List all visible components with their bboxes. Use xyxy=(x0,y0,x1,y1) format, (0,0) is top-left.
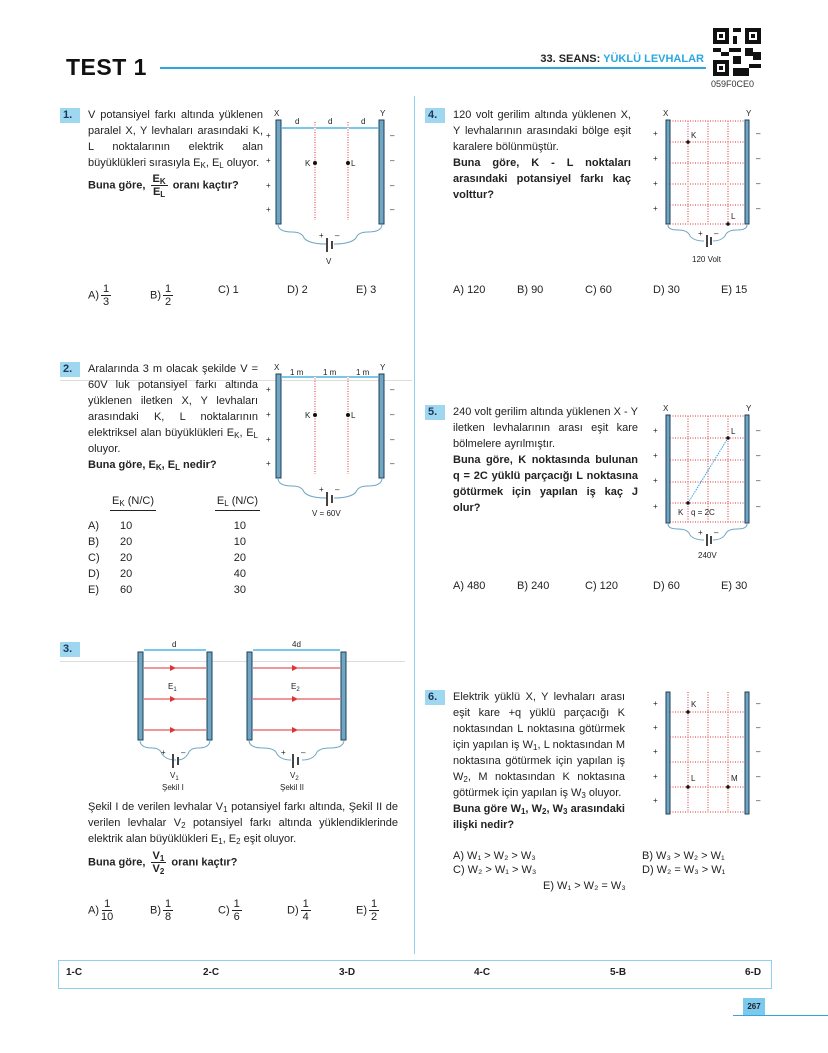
svg-text:1 m: 1 m xyxy=(356,368,370,377)
question-number: 3. xyxy=(60,642,80,657)
option-e[interactable]: E) 15 xyxy=(721,284,748,296)
svg-text:d: d xyxy=(328,117,333,126)
option-d[interactable]: D) 20 40 xyxy=(88,568,246,580)
svg-text:L: L xyxy=(351,411,356,420)
svg-text:–: – xyxy=(756,476,761,485)
svg-text:–: – xyxy=(714,229,719,238)
option-e[interactable]: E) 3 xyxy=(356,284,377,296)
svg-text:–: – xyxy=(756,154,761,163)
option-c[interactable]: C) 20 20 xyxy=(88,552,246,564)
svg-text:–: – xyxy=(335,231,340,240)
svg-text:K: K xyxy=(691,700,697,709)
svg-text:K: K xyxy=(305,159,311,168)
answer-6: 6-D xyxy=(745,967,762,978)
svg-text:+: + xyxy=(266,435,271,444)
field-diagrams-q3 xyxy=(125,638,365,793)
svg-text:+: + xyxy=(266,459,271,468)
svg-text:L: L xyxy=(731,427,736,436)
option-a[interactable]: A) 10 10 xyxy=(88,520,246,532)
answer-5: 5-B xyxy=(610,967,627,978)
question-6-text: Elektrik yüklü X, Y levhaları arası eşit kare +q yüklü parçacığı K noktasından L noktasına götürmek için yapılan iş $W_1$, L noktasından M noktasına götürmek için yapılan iş $W_2$, M noktasından K noktasına götürmek için yapılan iş $W_3$ oluyor. Buna göre $W_1$, $W_2$, $W_3$ arasındaki ilişki nedir? xyxy=(453,691,625,831)
test-title: TEST 1 xyxy=(66,54,147,80)
svg-text:K: K xyxy=(678,508,684,517)
svg-text:–: – xyxy=(756,179,761,188)
svg-text:120 Volt: 120 Volt xyxy=(692,255,721,264)
svg-text:X: X xyxy=(274,363,280,372)
session-topic: YÜKLÜ LEVHALAR xyxy=(603,53,704,65)
option-a[interactable]: A) $\frac{1}{3}$ xyxy=(88,283,110,308)
svg-text:d: d xyxy=(361,117,366,126)
svg-text:–: – xyxy=(390,181,395,190)
footer-line xyxy=(733,1015,828,1016)
session-title xyxy=(540,53,704,65)
svg-text:Y: Y xyxy=(380,363,386,372)
svg-text:X: X xyxy=(663,109,669,118)
option-d[interactable]: D) W₂ = W₃ > W₁ xyxy=(642,864,726,876)
question-number: 2. xyxy=(60,362,80,377)
svg-text:–: – xyxy=(390,156,395,165)
qr-code-icon[interactable] xyxy=(713,28,761,76)
svg-text:+: + xyxy=(698,229,703,238)
grid-diagram-q4 xyxy=(648,108,773,268)
column-divider xyxy=(414,96,415,954)
question-number: 4. xyxy=(425,108,445,123)
question-1-text: V potansiyel farkı altında yüklenen paralel X, Y levhaları arasındaki K, L noktalarının elektrik alan büyüklükleri sırasıyla $E_K$, $E_L$ oluyor. Buna göre, $\frac{E_K}{E_L}$ oranı kaçtır? xyxy=(88,109,263,199)
svg-text:d: d xyxy=(295,117,300,126)
svg-text:d: d xyxy=(172,640,177,649)
answer-key-bar xyxy=(58,960,772,989)
option-e[interactable]: E) W₁ > W₂ = W₃ xyxy=(543,880,626,892)
svg-text:K: K xyxy=(305,411,311,420)
svg-text:1 m: 1 m xyxy=(323,368,337,377)
question-4-text: 120 volt gerilim altında yüklenen X, Y levhalarının arasındaki bölge eşit karalere bölünmüştür. Buna göre, K - L noktaları arasındaki potansiyel farkı kaç volttur? xyxy=(453,109,631,201)
svg-text:+: + xyxy=(266,156,271,165)
option-c[interactable]: C) W₂ > W₁ > W₃ xyxy=(453,864,537,876)
option-e[interactable]: E) 60 30 xyxy=(88,584,246,596)
question-number: 1. xyxy=(60,108,80,123)
svg-text:V: V xyxy=(326,257,332,266)
option-c[interactable]: C) 120 xyxy=(585,580,619,592)
option-d[interactable]: D) $\frac{1}{4}$ xyxy=(287,898,309,923)
option-b[interactable]: B) 90 xyxy=(517,284,544,296)
svg-text:240V: 240V xyxy=(698,551,717,560)
option-c[interactable]: C) $\frac{1}{6}$ xyxy=(218,898,240,923)
answer-2: 2-C xyxy=(203,967,220,978)
svg-text:–: – xyxy=(390,435,395,444)
option-d[interactable]: D) 30 xyxy=(653,284,680,296)
svg-text:+: + xyxy=(281,748,286,757)
svg-text:X: X xyxy=(274,109,280,118)
question-2-text: Aralarında 3 m olacak şekilde V = 60V luk potansiyel farkı altında yüklenen iletken X, Y levhaları arasındaki K, L noktalarının elektriksel alan büyüklükleri $E_K$, $E_L$ oluyor. Buna göre, $E_K$, $E_L$ nedir? xyxy=(88,363,258,472)
svg-text:K: K xyxy=(691,131,697,140)
svg-text:Y: Y xyxy=(380,109,386,118)
column-header-el: $E_L$ (N/C) xyxy=(215,495,260,511)
svg-text:–: – xyxy=(714,528,719,537)
answer-3: 3-D xyxy=(339,967,356,978)
svg-text:+: + xyxy=(698,528,703,537)
option-a[interactable]: A) $\frac{1}{10}$ xyxy=(88,898,114,923)
svg-text:+: + xyxy=(319,485,324,494)
svg-text:+: + xyxy=(653,747,658,756)
svg-text:E1: $E_1$ xyxy=(168,682,177,693)
answer-4: 4-C xyxy=(474,967,491,978)
svg-text:–: – xyxy=(301,748,306,757)
svg-text:–: – xyxy=(390,205,395,214)
svg-text:+: + xyxy=(266,181,271,190)
svg-text:+: + xyxy=(653,796,658,805)
option-b[interactable]: B) W₃ > W₂ > W₁ xyxy=(642,850,725,862)
svg-text:+: + xyxy=(653,426,658,435)
option-c[interactable]: C) 60 xyxy=(585,284,612,296)
svg-text:X: X xyxy=(663,404,669,413)
question-3-text: Şekil I de verilen levhalar $V_1$ potansiyel farkı altında, Şekil II de verilen levhalar $V_2$ potansiyel farkı altında yüklendiklerinde elektrik alan büyüklükleri $E_1$, $E_2$ eşit oluyor. Buna göre, $\frac{V_1}{V_2}$ oranı kaçtır? xyxy=(88,801,398,876)
svg-text:–: – xyxy=(390,385,395,394)
svg-text:–: – xyxy=(181,748,186,757)
svg-text:–: – xyxy=(756,723,761,732)
grid-diagram-q5 xyxy=(648,403,773,563)
svg-text:Şekil II: Şekil II xyxy=(280,783,305,792)
svg-text:L: L xyxy=(351,159,356,168)
svg-text:–: – xyxy=(756,451,761,460)
svg-text:+: + xyxy=(653,154,658,163)
svg-text:–: – xyxy=(335,485,340,494)
svg-text:+: + xyxy=(653,179,658,188)
grid-diagram-q6 xyxy=(648,690,773,820)
option-a[interactable]: A) 480 xyxy=(453,580,486,592)
svg-text:+: + xyxy=(653,699,658,708)
plates-diagram-q2 xyxy=(262,362,402,522)
svg-text:–: – xyxy=(756,204,761,213)
svg-text:–: – xyxy=(756,747,761,756)
svg-text:L: L xyxy=(691,774,696,783)
svg-text:+: + xyxy=(653,772,658,781)
svg-text:V = 60V: V = 60V xyxy=(312,509,341,518)
option-b[interactable]: B) $\frac{1}{2}$ xyxy=(150,283,172,308)
svg-text:+: + xyxy=(319,231,324,240)
svg-text:–: – xyxy=(390,459,395,468)
q2-options-table xyxy=(88,490,260,598)
svg-text:–: – xyxy=(756,699,761,708)
svg-text:+: + xyxy=(653,723,658,732)
option-b[interactable]: B) $\frac{1}{8}$ xyxy=(150,898,172,923)
svg-text:Y: Y xyxy=(746,404,752,413)
option-b[interactable]: B) 240 xyxy=(517,580,550,592)
svg-text:q = 2C: q = 2C xyxy=(691,508,715,517)
figure-1 xyxy=(138,640,212,792)
option-a[interactable]: A) 120 xyxy=(453,284,486,296)
svg-text:Y: Y xyxy=(746,109,752,118)
svg-text:Şekil I: Şekil I xyxy=(162,783,184,792)
svg-text:V1: $V_1$ xyxy=(170,771,179,782)
svg-text:–: – xyxy=(390,410,395,419)
qr-code-label: 059F0CE0 xyxy=(711,79,755,89)
option-a[interactable]: A) W₁ > W₂ > W₃ xyxy=(453,850,536,862)
option-b[interactable]: B) 20 10 xyxy=(88,536,246,548)
svg-text:–: – xyxy=(756,129,761,138)
svg-text:+: + xyxy=(161,748,166,757)
svg-text:4d: 4d xyxy=(292,640,301,649)
option-c[interactable]: C) 1 xyxy=(218,284,239,296)
svg-text:L: L xyxy=(731,212,736,221)
svg-text:+: + xyxy=(266,410,271,419)
answer-1: 1-C xyxy=(66,967,83,978)
session-prefix: 33. SEANS: xyxy=(540,53,601,65)
svg-text:–: – xyxy=(756,502,761,511)
header-line xyxy=(160,67,706,69)
svg-text:–: – xyxy=(756,426,761,435)
svg-text:+: + xyxy=(266,131,271,140)
svg-text:–: – xyxy=(390,131,395,140)
svg-text:V2: $V_2$ xyxy=(290,771,299,782)
svg-text:+: + xyxy=(653,476,658,485)
option-d[interactable]: D) 60 xyxy=(653,580,680,592)
question-number: 5. xyxy=(425,405,445,420)
svg-text:+: + xyxy=(653,451,658,460)
svg-text:+: + xyxy=(266,205,271,214)
column-header-ek: $E_K$ (N/C) xyxy=(110,495,156,511)
option-d[interactable]: D) 2 xyxy=(287,284,308,296)
option-e[interactable]: E) $\frac{1}{2}$ xyxy=(356,898,378,923)
svg-text:M: M xyxy=(731,774,738,783)
svg-text:+: + xyxy=(266,385,271,394)
question-number: 6. xyxy=(425,690,445,705)
svg-text:+: + xyxy=(653,129,658,138)
svg-text:–: – xyxy=(756,772,761,781)
page-number: 267 xyxy=(743,998,765,1015)
plates-diagram-q1 xyxy=(262,108,402,268)
svg-text:+: + xyxy=(653,502,658,511)
svg-text:+: + xyxy=(653,204,658,213)
figure-2 xyxy=(247,640,346,792)
question-5-text: 240 volt gerilim altında yüklenen X - Y iletken levhalarının arası eşit kare bölmelere ayrılmıştır. Buna göre, K noktasında bulunan q = 2C yüklü parçacığı L noktasına götürmek için yapılan iş kaç J olur? xyxy=(453,406,638,514)
option-e[interactable]: E) 30 xyxy=(721,580,748,592)
svg-text:E2: $E_2$ xyxy=(291,682,300,693)
svg-text:1 m: 1 m xyxy=(290,368,304,377)
svg-text:–: – xyxy=(756,796,761,805)
